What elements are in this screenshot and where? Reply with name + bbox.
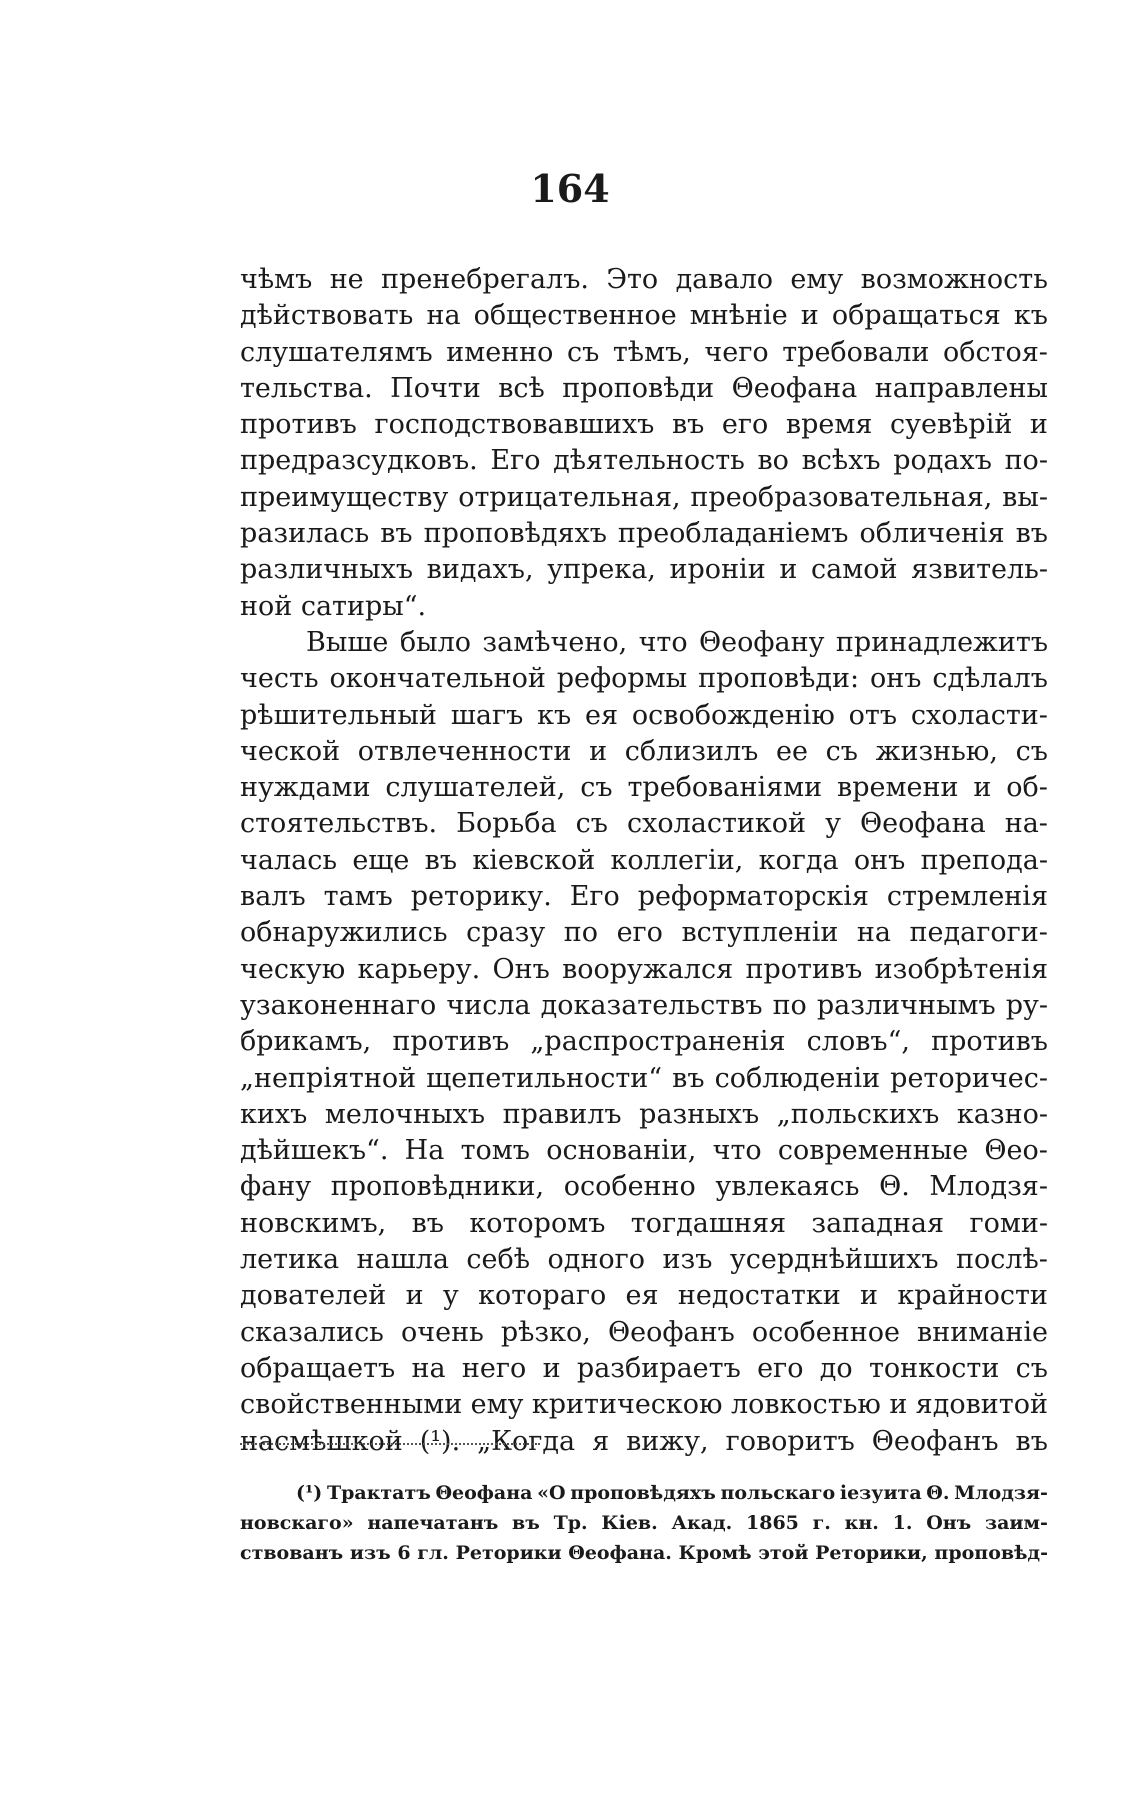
footnote-line: ствованъ изъ 6 гл. Реторики Θеофана. Кромѣ этой Реторики, проповѣд-	[240, 1542, 1048, 1564]
footnote-line: (¹) Трактатъ Θеофана «О проповѣдяхъ польскаго іезуита Θ. Млодзя-	[296, 1482, 1048, 1504]
text-line: тельства. Почти всѣ проповѣди Θеофана направлены	[240, 372, 1048, 404]
footnote-line: новскаго» напечатанъ въ Тр. Кіев. Акад. 1865 г. кн. 1. Онъ заим-	[240, 1512, 1048, 1534]
text-line: противъ господствовавшихъ въ его время суевѣрій и	[240, 409, 1048, 441]
text-line: чѣмъ не пренебрегалъ. Это давало ему возможность	[240, 264, 1048, 295]
page-number: 164	[530, 166, 610, 211]
footnote-divider	[240, 1443, 540, 1445]
text-line: фану проповѣдники, особенно увлекаясь Θ. Млодзя-	[240, 1171, 1048, 1203]
footnote-block	[240, 1478, 1048, 1568]
text-line: дователей и у котораго ея недостатки и крайности	[240, 1280, 1048, 1312]
text-line: узаконеннаго числа доказательствъ по различнымъ ру-	[240, 989, 1048, 1021]
text-line: дѣйствовать на общественное мнѣніе и обращаться къ	[240, 300, 1048, 332]
text-line: ческой отвлеченности и сблизилъ ее съ жизнью, съ	[240, 735, 1048, 767]
text-line: брикамъ, противъ „распространенія словъ“, противъ	[240, 1026, 1048, 1058]
text-line: дѣйшекъ“. На томъ основаніи, что современные Θео-	[240, 1135, 1048, 1167]
text-line: слушателямъ именно съ тѣмъ, чего требовали обстоя-	[240, 336, 1048, 368]
text-line: обнаружились сразу по его вступленіи на педагоги-	[240, 917, 1048, 949]
text-line: чалась еще въ кіевской коллегіи, когда онъ препода-	[240, 844, 1048, 876]
body-text	[240, 262, 1048, 1460]
text-line: обращаетъ на него и разбираетъ его до тонкости съ	[240, 1352, 1048, 1384]
text-line: свойственными ему критическою ловкостью и ядовитой	[240, 1389, 1048, 1421]
text-line: разилась въ проповѣдяхъ преобладаніемъ обличенія въ	[240, 518, 1048, 550]
text-line: нуждами слушателей, съ требованіями времени и об-	[240, 772, 1048, 804]
text-line: кихъ мелочныхъ правилъ разныхъ „польскихъ казно-	[240, 1098, 1048, 1130]
text-line: ной сатиры“.	[240, 590, 427, 622]
text-line: рѣшительный шагъ къ ея освобожденію отъ схоласти-	[240, 699, 1048, 731]
text-line: Выше было замѣчено, что Θеофану принадлежитъ	[306, 626, 1048, 658]
text-line: ческую карьеру. Онъ вооружался противъ изобрѣтенія	[240, 953, 1048, 985]
text-line: предразсудковъ. Его дѣятельность во всѣхъ родахъ по-	[240, 445, 1048, 477]
text-line: стоятельствъ. Борьба съ схоластикой у Θеофана на-	[240, 808, 1048, 840]
text-line: честь окончательной реформы проповѣди: онъ сдѣлалъ	[240, 663, 1048, 695]
text-line: летика нашла себѣ одного изъ усерднѣйшихъ послѣ-	[240, 1244, 1048, 1276]
text-line: преимуществу отрицательная, преобразовательная, вы-	[240, 481, 1048, 513]
text-line: различныхъ видахъ, упрека, ироніи и самой язвитель-	[240, 554, 1048, 586]
text-line: валъ тамъ реторику. Его реформаторскія стремленія	[240, 881, 1048, 913]
text-line: насмѣшкой (¹). „Когда я вижу, говоритъ Θеофанъ въ	[240, 1425, 1048, 1457]
text-line: новскимъ, въ которомъ тогдашняя западная гоми-	[240, 1207, 1048, 1239]
text-line: сказались очень рѣзко, Θеофанъ особенное вниманіе	[240, 1316, 1048, 1348]
text-line: „непріятной щепетильности“ въ соблюденіи реторичес-	[240, 1062, 1048, 1094]
